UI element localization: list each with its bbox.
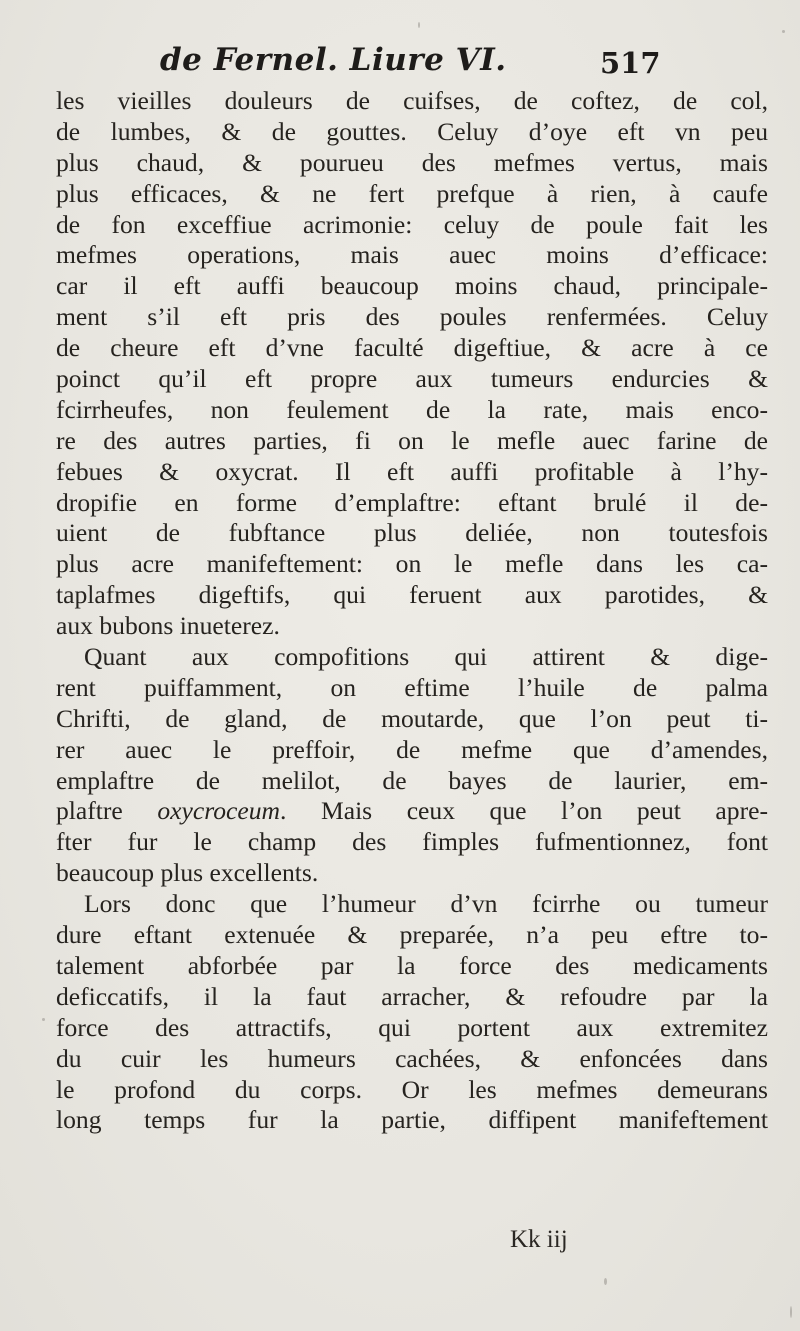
text-line: dropifie en forme d’emplaftre: eftant brulé il de- — [56, 487, 768, 517]
text-line: poinct qu’il eft propre aux tumeurs endurcies & — [56, 364, 768, 394]
text-line: de lumbes, & de gouttes. Celuy d’oye eft vn peu — [56, 116, 768, 146]
text-line: uient de fubftance plus deliée, non toutesfois — [56, 518, 768, 548]
body-text — [56, 86, 768, 1136]
italic-term: oxycroceum — [157, 796, 281, 826]
text-line: de cheure eft d’vne faculté digeftiue, & acre à ce — [56, 333, 768, 363]
paper-speck — [604, 1278, 607, 1285]
text-line: fter fur le champ des fimples fufmentionnez, font — [56, 827, 768, 857]
text-line: mefmes operations, mais auec moins d’efficace: — [56, 240, 768, 270]
text-line: long temps fur la partie, diffipent manifeftement — [56, 1105, 768, 1135]
text-line: aux bubons inueterez. — [56, 611, 280, 641]
text-line: deficcatifs, il la faut arracher, & refoudre par la — [56, 981, 768, 1011]
text-line: rer auec le preffoir, de mefme que d’amendes, — [56, 734, 768, 764]
text-line: Chrifti, de gland, de moutarde, que l’on peut ti- — [56, 703, 768, 733]
page-number: 517 — [600, 46, 661, 80]
text-line: emplaftre de melilot, de bayes de laurier, em- — [56, 765, 768, 795]
text-line: ment s’il eft pris des poules renfermées. Celuy — [56, 302, 768, 332]
text-line: febues & oxycrat. Il eft auffi profitable à l’hy- — [56, 456, 768, 486]
text-line: du cuir les humeurs cachées, & enfoncées dans — [56, 1043, 768, 1073]
signature-mark: Kk iij — [510, 1226, 568, 1253]
page-header — [0, 42, 800, 92]
text-line: les vieilles douleurs de cuifses, de coftez, de col, — [56, 86, 768, 115]
text-line: le profond du corps. Or les mefmes demeurans — [56, 1074, 768, 1104]
text-line: taplafmes digeftifs, qui feruent aux parotides, & — [56, 580, 768, 610]
paper-speck — [782, 30, 785, 33]
text-line: plus efficaces, & ne fert prefque à rien, à caufe — [56, 178, 768, 208]
text-line: de fon exceffiue acrimonie: celuy de poule fait les — [56, 209, 768, 239]
text-line: beaucoup plus excellents. — [56, 858, 319, 888]
paragraph-start-line: Quant aux compofitions qui attirent & dige- — [84, 642, 768, 672]
text-line: plus acre manifeftement: on le mefle dans les ca- — [56, 549, 768, 579]
text-line: rent puiffamment, on eftime l’huile de palma — [56, 672, 768, 702]
paper-speck — [418, 22, 420, 28]
text-line: plus chaud, & pourueu des mefmes vertus, mais — [56, 147, 768, 177]
text-line: car il eft auffi beaucoup moins chaud, principale- — [56, 271, 768, 301]
paper-speck — [790, 1306, 792, 1318]
italic-term-line: plaftre oxycroceum. Mais ceux que l’on peut apre- — [56, 796, 768, 826]
text-line: talement abforbée par la force des medicaments — [56, 950, 768, 980]
text-line: force des attractifs, qui portent aux extremitez — [56, 1012, 768, 1042]
paragraph-start-line: Lors donc que l’humeur d’vn fcirrhe ou tumeur — [84, 889, 768, 919]
text-line: fcirrheufes, non feulement de la rate, mais enco- — [56, 394, 768, 424]
text-line: re des autres parties, fi on le mefle auec farine de — [56, 425, 768, 455]
running-head: de Fernel. Liure VI. — [160, 42, 507, 78]
paper-speck — [42, 1018, 45, 1021]
text-line: dure eftant extenuée & preparée, n’a peu eftre to- — [56, 920, 768, 950]
